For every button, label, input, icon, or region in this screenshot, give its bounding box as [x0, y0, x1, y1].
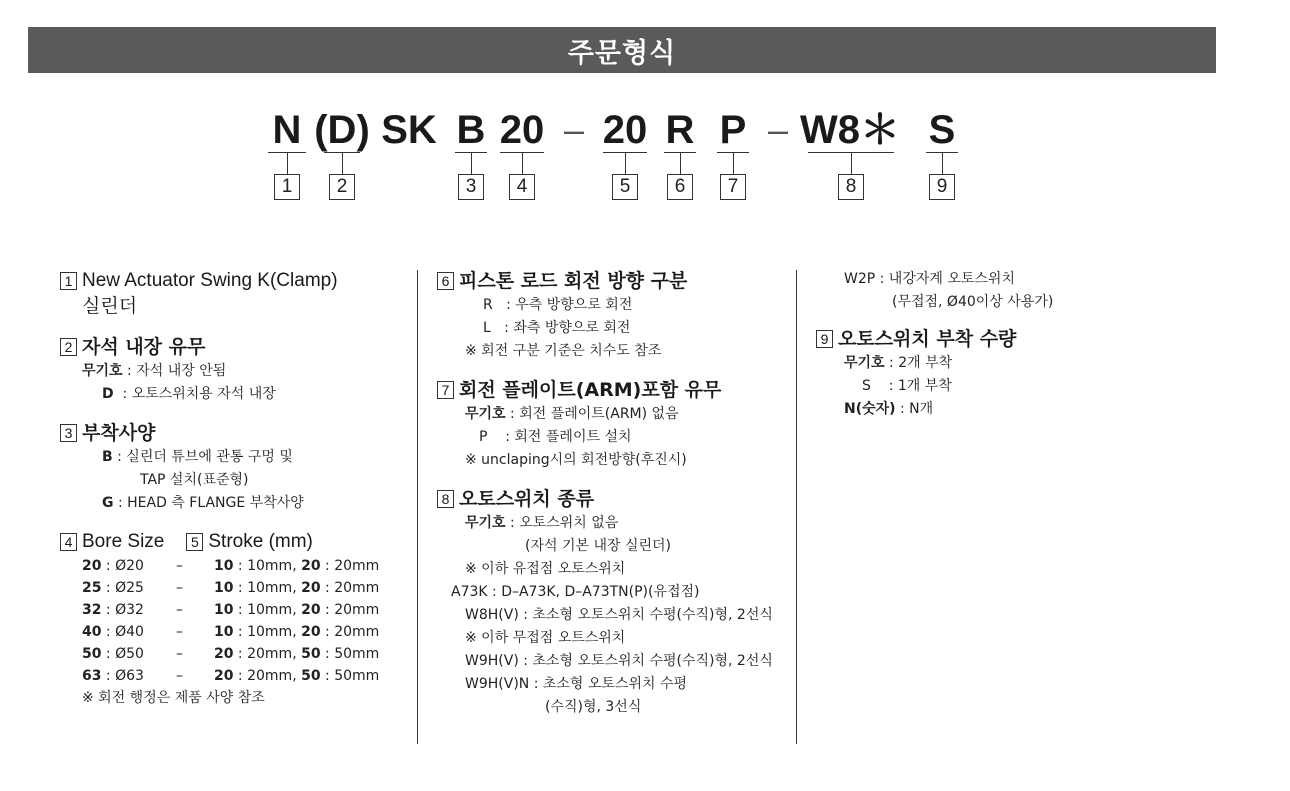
- section-number: 2: [60, 338, 77, 356]
- column-divider: [796, 270, 797, 744]
- page-title: 주문형식: [28, 27, 1216, 73]
- code-connector: [851, 152, 852, 174]
- bore-stroke-row: 32 : Ø32 – 10 : 10mm, 20 : 20mm: [82, 602, 380, 618]
- code-part-b: B: [456, 108, 486, 152]
- section-number: 7: [437, 381, 454, 399]
- section-title-cont: 실린더: [82, 296, 138, 317]
- section-title: 회전 플레이트(ARM)포함 유무: [459, 379, 722, 401]
- code-part-r: R: [665, 108, 695, 152]
- code-connector: [342, 152, 343, 174]
- code-number-box: 7: [720, 174, 746, 200]
- code-dash: –: [767, 109, 789, 150]
- code-connector: [522, 152, 523, 174]
- code-connector: [287, 152, 288, 174]
- bore-stroke-row: 40 : Ø40 – 10 : 10mm, 20 : 20mm: [82, 624, 380, 640]
- code-connector: [471, 152, 472, 174]
- bore-stroke-table: [60, 555, 410, 687]
- code-connector: [625, 152, 626, 174]
- section-3: 3 부착사양 B : 실린더 튜브에 관통 구멍 및 TAP 설치(표준형) G : HEAD 측 FLANGE 부착사양: [60, 420, 410, 515]
- code-part-stroke: 20: [602, 108, 648, 152]
- section-number: 1: [60, 272, 77, 290]
- section-number: 3: [60, 424, 77, 442]
- code-part-sk: SK: [381, 108, 437, 152]
- code-part-p: P: [719, 108, 747, 152]
- section-4-5: [60, 529, 410, 710]
- bore-stroke-row: 20 : Ø20 – 10 : 10mm, 20 : 20mm: [82, 558, 380, 574]
- section-title: 피스톤 로드 회전 방향 구분: [459, 270, 688, 292]
- column-1: [60, 268, 410, 724]
- section-number: 9: [816, 330, 833, 348]
- code-part-s: S: [928, 108, 956, 152]
- section-6: 6 피스톤 로드 회전 방향 구분 R : 우측 방향으로 회전 L : 좌측 방향으로 회전 ※ 회전 구분 기준은 치수도 참조: [437, 268, 792, 363]
- column-divider: [417, 270, 418, 744]
- section-7: 7 회전 플레이트(ARM)포함 유무 무기호 : 회전 플레이트(ARM) 없음 P : 회전 플레이트 설치 ※ unclaping시의 회전방향(후진시): [437, 377, 792, 472]
- column-3: [816, 268, 1136, 435]
- code-number-box: 2: [329, 174, 355, 200]
- code-number-box: 8: [838, 174, 864, 200]
- code-connector: [733, 152, 734, 174]
- section-2: 2 자석 내장 유무 무기호 : 자석 내장 안됨 D : 오토스위치용 자석 내장: [60, 334, 410, 406]
- code-number-box: 1: [274, 174, 300, 200]
- section-1: [60, 268, 410, 320]
- code-connector: [680, 152, 681, 174]
- code-dash: –: [563, 109, 585, 150]
- code-part-n: N: [272, 108, 302, 152]
- code-number-box: 4: [509, 174, 535, 200]
- bore-stroke-row: 63 : Ø63 – 20 : 20mm, 50 : 50mm: [82, 668, 380, 684]
- code-number-box: 3: [458, 174, 484, 200]
- note: ※ 회전 행정은 제품 사양 참조: [82, 690, 265, 706]
- section-9: 9 오토스위치 부착 수량 무기호 : 2개 부착 S : 1개 부착 N(숫자) : N개: [816, 326, 1136, 421]
- section-title: 오토스위치 부착 수량: [838, 328, 1017, 350]
- bore-stroke-row: 25 : Ø25 – 10 : 10mm, 20 : 20mm: [82, 580, 380, 596]
- code-part-bore: 20: [499, 108, 545, 152]
- section-number: 5: [186, 533, 203, 551]
- section-8: 8 오토스위치 종류 무기호 : 오토스위치 없음 (자석 기본 내장 실린더) ※ 이하 유접점 오토스위치 A73K : D–A73K, D–A73TN(P)(유접점) W8H(V) : 초소형 오토스위치 수평(수직)형, 2선식 ※ 이하 무접점 오트스위치 W9H(V) : 초소형 오토스위치 수평(수직)형, 2선식 W9H(V)N : 초소형 오토스위치 수평 (수직)형, 3선식: [437, 486, 792, 719]
- code-number-box: 9: [929, 174, 955, 200]
- code-number-box: 6: [667, 174, 693, 200]
- section-title: Stroke (mm): [208, 531, 313, 552]
- code-part-w8: W8＊: [800, 108, 900, 152]
- section-title: 부착사양: [82, 422, 156, 444]
- column-2: [437, 268, 792, 733]
- section-number: 6: [437, 272, 454, 290]
- bore-stroke-row: 50 : Ø50 – 20 : 20mm, 50 : 50mm: [82, 646, 380, 662]
- code-number-box: 5: [612, 174, 638, 200]
- section-number: 4: [60, 533, 77, 551]
- section-title: 자석 내장 유무: [82, 336, 206, 358]
- section-title: New Actuator Swing K(Clamp): [82, 270, 338, 291]
- section-8-cont: W2P : 내강자계 오토스위치 (무접점, Ø40이상 사용가): [844, 271, 1054, 310]
- section-title: Bore Size: [82, 531, 165, 552]
- code-part-d: (D): [314, 108, 370, 152]
- section-title: 오토스위치 종류: [459, 488, 595, 510]
- code-connector: [942, 152, 943, 174]
- section-number: 8: [437, 490, 454, 508]
